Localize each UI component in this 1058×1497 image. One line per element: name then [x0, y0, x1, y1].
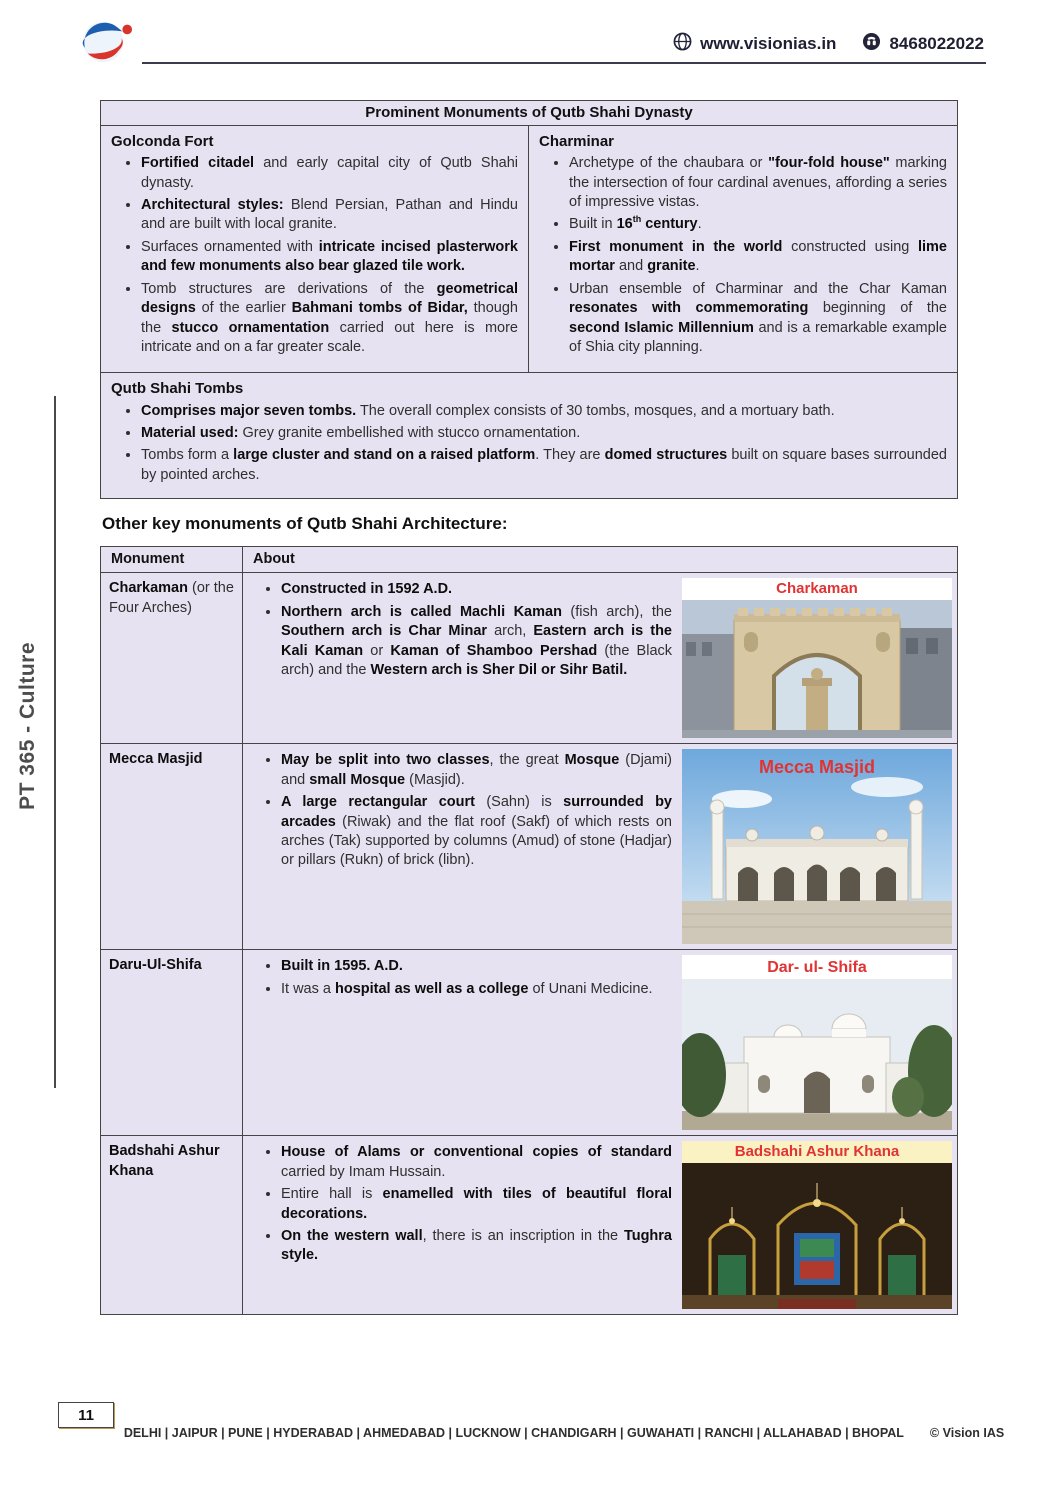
about-cell	[243, 1136, 957, 1314]
about-cell	[243, 744, 957, 949]
badshahi-bullet-list	[251, 1143, 672, 1266]
website-text: www.visionias.in	[700, 34, 837, 53]
golconda-fort-cell	[101, 126, 529, 372]
bullet-item: • Surfaces ornamented with intricate incised plasterwork and few monuments also bear glazed tile work.	[141, 238, 518, 277]
phone-item	[862, 32, 984, 56]
about-text	[251, 1141, 672, 1269]
bullet-item: • Architectural styles: Blend Persian, Pathan and Hindu and are built with local granite.	[141, 196, 518, 235]
table-row-daru-ul-shifa	[101, 949, 957, 1135]
footer-copyright: © Vision IAS	[929, 1426, 1005, 1440]
sidebar-rule	[54, 396, 56, 1088]
badshahi-illustration	[682, 1163, 952, 1309]
charkaman-photo	[682, 578, 952, 738]
charkaman-illustration	[682, 600, 952, 738]
bullet-item: • Fortified citadel and early capital city of Qutb Shahi dynasty.	[141, 154, 518, 193]
other-monuments-table	[100, 546, 958, 1315]
bullet-item: • Built in 1595. A.D.	[281, 957, 672, 976]
monument-name: Badshahi Ashur Khana	[101, 1136, 243, 1314]
photo-caption: Badshahi Ashur Khana	[682, 1141, 952, 1163]
prominent-monuments-table	[100, 100, 958, 499]
monument-name: Charkaman (or the Four Arches)	[101, 573, 243, 743]
charminar-cell	[529, 126, 957, 372]
visionias-logo	[76, 16, 138, 71]
about-cell	[243, 573, 957, 743]
about-text	[251, 578, 672, 683]
charminar-heading: Charminar	[539, 133, 615, 151]
table-row-charkaman	[101, 572, 957, 743]
photo-caption: Charkaman	[682, 578, 952, 600]
page-number: 11	[58, 1402, 114, 1428]
page-content	[100, 100, 958, 1315]
bullet-item: • Comprises major seven tombs. The overall complex consists of 30 tombs, mosques, and a mortuary bath.	[141, 402, 947, 421]
bullet-item: • Constructed in 1592 A.D.	[281, 580, 672, 599]
website-item	[673, 32, 836, 56]
charkaman-bullet-list	[251, 580, 672, 680]
bullet-item: • On the western wall, there is an inscription in the Tughra style.	[281, 1227, 672, 1266]
bullet-item: • First monument in the world constructed using lime mortar and granite.	[569, 238, 947, 277]
monument-name: Mecca Masjid	[101, 744, 243, 949]
photo-caption: Mecca Masjid	[758, 757, 876, 778]
golconda-heading: Golconda Fort	[111, 133, 214, 151]
logo-graphic	[76, 16, 138, 66]
bullet-item: • House of Alams or conventional copies of standard carried by Imam Hussain.	[281, 1143, 672, 1182]
bullet-item: • Northern arch is called Machli Kaman (fish arch), the Southern arch is Char Minar arch, Eastern arch is the Kali Kaman or Kaman of Shamboo Pershad (the Black arch) and the Western arch is Sher Dil or Sihr Batil.	[281, 603, 672, 681]
tombs-heading: Qutb Shahi Tombs	[111, 380, 244, 398]
footer-line	[123, 1426, 1005, 1440]
bullet-item: • Tomb structures are derivations of the geometrical designs of the earlier Bahmani tombs of Bidar, though the stucco ornamentation carried out here is more intricate and on a far greater scale.	[141, 280, 518, 358]
bullet-item: • A large rectangular court (Sahn) is surrounded by arcades (Riwak) and the flat roof (Sakf) of which rests on arches (Tak) supported by columns (Amud) of stone (Hadjar) or pillars (Rukn) of brick (libn).	[281, 793, 672, 871]
daru-bullet-list	[251, 957, 672, 999]
mecca-masjid-photo	[682, 749, 952, 944]
header-contact	[673, 32, 984, 56]
footer-cities-text: DELHI | JAIPUR | PUNE | HYDERABAD | AHMEDABAD | LUCKNOW | CHANDIGARH | GUWAHATI | RANCHI | ALLAHABAD | BHOPAL	[123, 1426, 904, 1440]
globe-icon	[673, 32, 692, 56]
sidebar-series-label: PT 365 - Culture	[16, 642, 39, 810]
tombs-bullet-list	[111, 402, 947, 486]
monument-name: Daru-Ul-Shifa	[101, 950, 243, 1135]
table-title: Prominent Monuments of Qutb Shahi Dynasty	[101, 101, 957, 126]
table-row-mecca-masjid	[101, 743, 957, 949]
golconda-bullet-list	[111, 154, 518, 357]
daru-ul-shifa-photo	[682, 955, 952, 1130]
header-rule	[142, 62, 986, 64]
table-two-columns	[101, 126, 957, 372]
about-cell	[243, 950, 957, 1135]
photo-caption: Dar- ul- Shifa	[682, 955, 952, 979]
qutb-shahi-tombs-cell	[101, 372, 957, 498]
bullet-item: • Built in 16th century.	[569, 215, 947, 234]
section-heading: Other key monuments of Qutb Shahi Architecture:	[102, 514, 508, 534]
bullet-item: • Urban ensemble of Charminar and the Char Kaman resonates with commemorating beginning of the second Islamic Millennium and is a remarkable example of Shia city planning.	[569, 280, 947, 358]
mecca-bullet-list	[251, 751, 672, 871]
table2-header-row	[101, 547, 957, 572]
about-column-header: About	[253, 550, 295, 567]
bullet-item: • May be split into two classes, the great Mosque (Djami) and small Mosque (Masjid).	[281, 751, 672, 790]
bullet-item: • Material used: Grey granite embellished with stucco ornamentation.	[141, 424, 947, 443]
bullet-item: • Archetype of the chaubara or "four-fold house" marking the intersection of four cardinal avenues, affording a series of impressive vistas.	[569, 154, 947, 212]
daru-ul-shifa-illustration	[682, 979, 952, 1130]
about-text	[251, 749, 672, 874]
about-text	[251, 955, 672, 1002]
badshahi-ashur-khana-photo	[682, 1141, 952, 1309]
bullet-item: • It was a hospital as well as a college of Unani Medicine.	[281, 980, 672, 999]
bullet-item: • Entire hall is enamelled with tiles of beautiful floral decorations.	[281, 1185, 672, 1224]
charminar-bullet-list	[539, 154, 947, 357]
table-row-badshahi-ashur-khana	[101, 1135, 957, 1314]
monument-column-header: Monument	[101, 547, 243, 572]
bullet-item: • Tombs form a large cluster and stand on a raised platform. They are domed structures built on square bases surrounded by pointed arches.	[141, 446, 947, 485]
phone-text: 8468022022	[889, 34, 984, 53]
phone-icon	[862, 32, 881, 56]
